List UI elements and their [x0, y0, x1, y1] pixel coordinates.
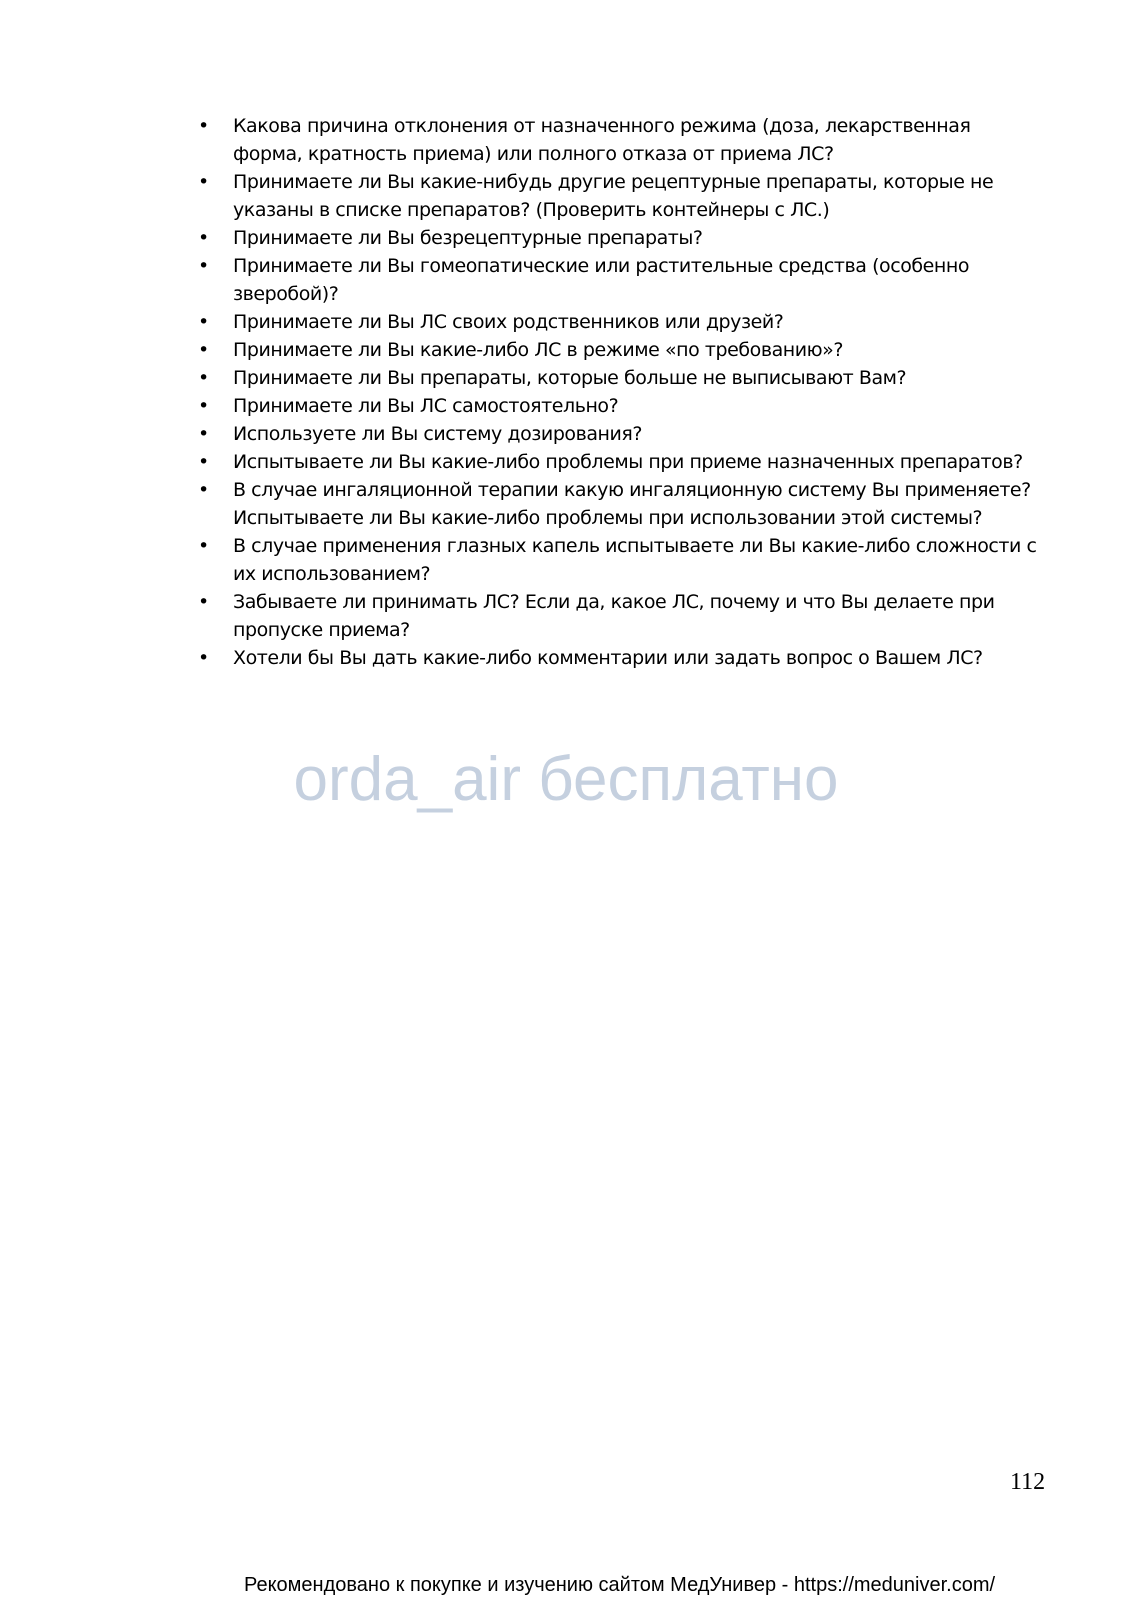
- question-text: Принимаете ли Вы препараты, которые больше не выписывают Вам?: [233, 367, 907, 389]
- question-text: Принимаете ли Вы безрецептурные препараты?: [233, 227, 703, 249]
- list-item: [0, 252, 1045, 308]
- question-text: Используете ли Вы систему дозирования?: [233, 423, 643, 445]
- question-text: Хотели бы Вы дать какие-либо комментарии или задать вопрос о Вашем ЛС?: [233, 647, 983, 669]
- list-item: [0, 224, 1045, 252]
- bullet-icon: •: [198, 227, 209, 249]
- bullet-icon: •: [198, 367, 209, 389]
- bullet-icon: •: [198, 395, 209, 417]
- bullet-icon: •: [198, 535, 209, 557]
- bullet-icon: •: [198, 255, 209, 277]
- question-text: Забываете ли принимать ЛС? Если да, какое ЛС, почему и что Вы делаете при пропуске приема?: [233, 591, 995, 641]
- list-item: [0, 308, 1045, 336]
- bullet-icon: •: [198, 115, 209, 137]
- bullet-icon: •: [198, 171, 209, 193]
- list-item: [0, 168, 1045, 224]
- bullet-icon: •: [198, 451, 209, 473]
- list-item: [0, 448, 1045, 476]
- bullet-icon: •: [198, 311, 209, 333]
- list-item: [0, 644, 1045, 672]
- question-text: В случае применения глазных капель испытываете ли Вы какие-либо сложности с их использованием?: [233, 535, 1037, 585]
- question-list: [0, 112, 1132, 672]
- list-item: [0, 336, 1045, 364]
- list-item: [0, 532, 1045, 588]
- question-text: Какова причина отклонения от назначенного режима (доза, лекарственная форма, кратность приема) или полного отказа от приема ЛС?: [233, 115, 971, 165]
- page-number: 112: [1010, 1469, 1046, 1495]
- bullet-icon: •: [198, 591, 209, 613]
- list-item: [0, 420, 1045, 448]
- list-item: [0, 112, 1045, 168]
- footer-note: Рекомендовано к покупке и изучению сайтом МедУнивер - https://meduniver.com/: [244, 1574, 996, 1596]
- list-item: [0, 476, 1045, 532]
- bullet-icon: •: [198, 423, 209, 445]
- list-item: [0, 588, 1045, 644]
- bullet-icon: •: [198, 479, 209, 501]
- question-text: Принимаете ли Вы какие-либо ЛС в режиме «по требованию»?: [233, 339, 843, 361]
- question-text: Принимаете ли Вы гомеопатические или растительные средства (особенно зверобой)?: [233, 255, 969, 305]
- list-item: [0, 392, 1045, 420]
- watermark: orda_air бесплатно: [293, 745, 839, 814]
- bullet-icon: •: [198, 339, 209, 361]
- question-text: В случае ингаляционной терапии какую ингаляционную систему Вы применяете? Испытываете ли Вы какие-либо проблемы при использовании этой системы?: [233, 479, 1031, 529]
- list-item: [0, 364, 1045, 392]
- question-text: Принимаете ли Вы ЛС самостоятельно?: [233, 395, 619, 417]
- question-text: Принимаете ли Вы ЛС своих родственников или друзей?: [233, 311, 784, 333]
- question-text: Испытываете ли Вы какие-либо проблемы при приеме назначенных препаратов?: [233, 451, 1023, 473]
- question-text: Принимаете ли Вы какие-нибудь другие рецептурные препараты, которые не указаны в списке препаратов? (Проверить контейнеры с ЛС.): [233, 171, 994, 221]
- bullet-icon: •: [198, 647, 209, 669]
